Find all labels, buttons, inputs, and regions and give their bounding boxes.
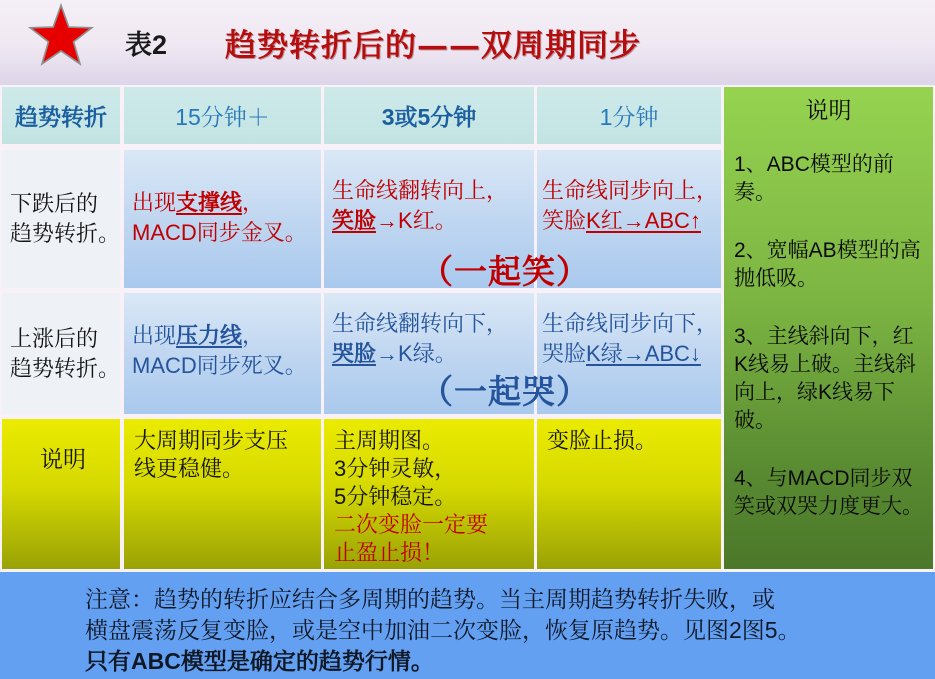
cell-note-15min: 大周期同步支压线更稳健。 — [124, 419, 321, 569]
header-label: 1分钟 — [599, 104, 659, 130]
text-segment-emphasis: 压力线 — [176, 323, 243, 348]
cell-text-line: 3分钟灵敏， — [334, 456, 457, 481]
cell-text-line: 主周期图。 — [334, 428, 445, 453]
footer-note — [0, 572, 935, 679]
cell-note-3or5min — [324, 419, 534, 569]
cell-text-line: 生命线同步向上， — [542, 178, 719, 203]
cell-text-line: 生命线翻转向下， — [332, 311, 509, 336]
text-segment: 出现 — [132, 190, 177, 215]
text-segment: 出现 — [132, 323, 177, 348]
text-segment-emphasis: 支撑线 — [176, 190, 243, 215]
header-cell-trend-reversal — [2, 87, 120, 144]
cry-together-annotation: （一起哭） — [420, 372, 590, 411]
text-segment: ， — [242, 323, 265, 348]
sidebar-item-4: 4、与MACD同步双笑或双哭力度更大。 — [734, 467, 923, 518]
header-label: 15分钟＋ — [175, 104, 270, 130]
footer-note-line: 注意：趋势的转折应结合多周期的趋势。当主周期趋势转折失败，或 — [85, 586, 775, 612]
cell-text-line — [542, 339, 721, 369]
table-number-label: 表2 — [125, 30, 168, 60]
text-segment-underline: K绿→ABC↓ — [586, 341, 701, 366]
text-segment-emphasis: 哭脸 — [332, 341, 377, 366]
title-heading: 趋势转折后的——双周期同步 — [225, 28, 642, 64]
cell-text-line: MACD同步金叉。 — [132, 220, 307, 245]
sidebar-item-1: 1、ABC模型的前奏。 — [734, 153, 894, 204]
warning-text-line: 二次变脸一定要 — [334, 512, 489, 537]
header-cell-1min — [537, 87, 721, 144]
sidebar-item-2: 2、宽幅AB模型的高抛低吸。 — [734, 239, 921, 290]
header-cell-15min — [124, 87, 321, 144]
row-note-label-cell: 说明 — [2, 419, 120, 569]
cell-text-line: 生命线同步向下， — [542, 311, 719, 336]
cell-up-15min — [124, 293, 321, 414]
cell-note-1min: 变脸止损。 — [537, 419, 721, 569]
sidebar-item-3: 3、主线斜向下，红K线易上破。主线斜向上，绿K线易下破。 — [734, 325, 917, 432]
star-icon — [25, 2, 97, 75]
explanation-sidebar — [724, 87, 933, 569]
cell-text-line — [542, 206, 721, 236]
laugh-together-annotation: （一起笑） — [420, 252, 590, 291]
header-cell-3or5min — [324, 87, 534, 144]
text-segment: ， — [242, 190, 265, 215]
cell-text-line — [332, 206, 534, 236]
cell-text-line: 5分钟稳定。 — [334, 484, 457, 509]
row-down-label-cell — [2, 150, 120, 288]
page-title — [125, 0, 641, 85]
cell-text-line — [132, 188, 321, 218]
row-label-line: 趋势转折。 — [10, 355, 121, 381]
text-segment-underline: K红→ABC↑ — [586, 208, 701, 233]
text-segment-emphasis: 笑脸 — [332, 208, 377, 233]
row-up-label-cell — [2, 293, 120, 414]
header-label: 趋势转折 — [15, 104, 107, 130]
cell-text-line — [332, 339, 534, 369]
sidebar-title: 说明 — [805, 97, 852, 123]
text-segment: 笑脸 — [542, 208, 587, 233]
cell-down-15min — [124, 150, 321, 288]
cell-text-line: 生命线翻转向上， — [332, 178, 509, 203]
warning-text-line: 止盈止损！ — [334, 540, 445, 565]
text-segment: →K红。 — [376, 208, 457, 233]
title-bar — [0, 0, 935, 85]
text-segment: →K绿。 — [376, 341, 457, 366]
header-label: 3或5分钟 — [381, 104, 477, 130]
cell-text-line — [132, 321, 321, 351]
row-label-line: 趋势转折。 — [10, 221, 121, 246]
footer-note-line: 横盘震荡反复变脸，或是空中加油二次变脸，恢复原趋势。见图2图5。 — [85, 617, 801, 643]
row-label-line: 下跌后的 — [10, 191, 99, 216]
footer-note-line-bold: 只有ABC模型是确定的趋势行情。 — [85, 648, 434, 674]
text-segment: 哭脸 — [542, 341, 587, 366]
row-label-line: 上涨后的 — [10, 325, 99, 351]
cell-text-line: MACD同步死叉。 — [132, 353, 307, 378]
